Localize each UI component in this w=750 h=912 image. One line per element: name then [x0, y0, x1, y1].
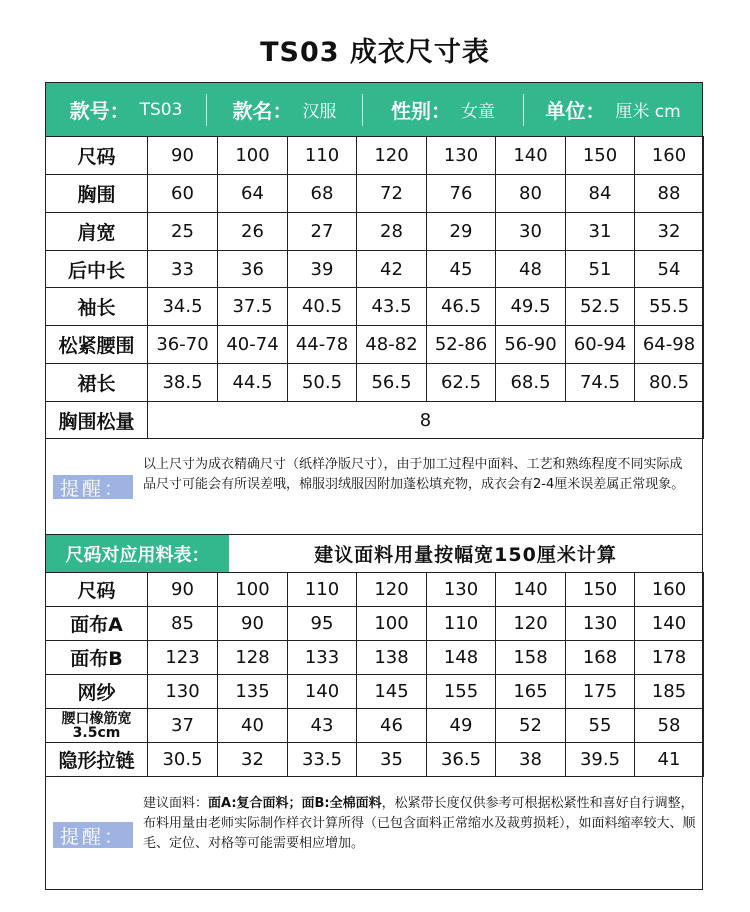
table-row — [46, 364, 704, 402]
table-cell: 27 — [288, 213, 357, 251]
table-cell: 130 — [148, 675, 218, 709]
table-row — [46, 251, 704, 288]
table-cell: 52.5 — [566, 288, 635, 326]
gender-value: 女童 — [461, 102, 495, 122]
table-cell: 160 — [635, 573, 704, 607]
gender-label: 性别： — [391, 99, 451, 123]
row-label: 肩宽 — [46, 213, 148, 251]
table-cell: 36.5 — [427, 743, 496, 777]
table-cell: 72 — [357, 175, 427, 213]
table-cell: 64-98 — [635, 326, 704, 364]
table-cell: 34.5 — [148, 288, 218, 326]
table-cell: 88 — [635, 175, 704, 213]
table-cell: 38 — [496, 743, 566, 777]
table-cell: 43 — [288, 709, 357, 743]
table-cell: 90 — [148, 573, 218, 607]
row-label: 网纱 — [46, 675, 148, 709]
table-cell: 52 — [496, 709, 566, 743]
table-cell: 46.5 — [427, 288, 496, 326]
reminder-text: 以上尺寸为成衣精确尺寸（纸样净版尺寸），由于加工过程中面料、工艺和熟练程度不同实际成品尺寸可能会有所误差哦，棉服羽绒服因附加蓬松填充物，成衣会有2-4厘米误差属正常现象。 — [143, 457, 685, 492]
table-cell: 120 — [357, 137, 427, 175]
table-cell: 100 — [357, 607, 427, 641]
table-cell: 110 — [288, 137, 357, 175]
table-cell: 48-82 — [357, 326, 427, 364]
table-cell: 80.5 — [635, 364, 704, 402]
table-cell: 55 — [566, 709, 635, 743]
table-cell: 39 — [288, 251, 357, 288]
table-cell: 46 — [357, 709, 427, 743]
table-cell: 62.5 — [427, 364, 496, 402]
table-cell: 32 — [635, 213, 704, 251]
table-cell: 35 — [357, 743, 427, 777]
unit — [524, 83, 702, 136]
table-cell: 80 — [496, 175, 566, 213]
table-cell: 39.5 — [566, 743, 635, 777]
table-cell: 40-74 — [218, 326, 288, 364]
table-cell: 68.5 — [496, 364, 566, 402]
table-cell: 175 — [566, 675, 635, 709]
table-cell: 29 — [427, 213, 496, 251]
table-cell: 49.5 — [496, 288, 566, 326]
reminder-badge: 提醒： — [53, 822, 133, 848]
page-title: TS03 成衣尺寸表 — [260, 37, 490, 68]
table-cell: 135 — [218, 675, 288, 709]
table-cell: 100 — [218, 137, 288, 175]
table-cell: 120 — [357, 573, 427, 607]
reminder-note-2 — [45, 776, 703, 890]
table-cell: 48 — [496, 251, 566, 288]
table-row — [46, 213, 704, 251]
style-name-value: 汉服 — [302, 102, 337, 122]
table-row — [46, 641, 704, 675]
unit-label: 单位： — [545, 99, 606, 123]
table-cell: 123 — [148, 641, 218, 675]
row-label: 胸围 — [46, 175, 148, 213]
row-label: 松紧腰围 — [46, 326, 148, 364]
table-cell: 26 — [218, 213, 288, 251]
table-cell: 76 — [427, 175, 496, 213]
table-cell: 155 — [427, 675, 496, 709]
table-cell: 110 — [427, 607, 496, 641]
table-cell: 74.5 — [566, 364, 635, 402]
table-cell: 38.5 — [148, 364, 218, 402]
table-row — [46, 326, 704, 364]
table-cell: 140 — [496, 573, 566, 607]
table-row — [46, 675, 704, 709]
table-cell: 56-90 — [496, 326, 566, 364]
style-name — [207, 83, 362, 136]
table-cell: 50.5 — [288, 364, 357, 402]
row-label: 裙长 — [46, 364, 148, 402]
table-cell: 140 — [635, 607, 704, 641]
table-cell: 160 — [635, 137, 704, 175]
table-row — [46, 607, 704, 641]
table-cell: 43.5 — [357, 288, 427, 326]
table-cell: 148 — [427, 641, 496, 675]
table-cell: 95 — [288, 607, 357, 641]
table-cell: 90 — [218, 607, 288, 641]
table-cell: 150 — [566, 573, 635, 607]
row-label: 后中长 — [46, 251, 148, 288]
table-cell: 51 — [566, 251, 635, 288]
table-cell: 84 — [566, 175, 635, 213]
table-cell: 40 — [218, 709, 288, 743]
table-cell: 60-94 — [566, 326, 635, 364]
table-cell: 37.5 — [218, 288, 288, 326]
table-cell: 64 — [218, 175, 288, 213]
table-cell: 130 — [566, 607, 635, 641]
table-row — [46, 137, 704, 175]
table-cell: 30.5 — [148, 743, 218, 777]
table-cell: 140 — [288, 675, 357, 709]
table-cell: 133 — [288, 641, 357, 675]
table-cell: 49 — [427, 709, 496, 743]
gender — [363, 83, 523, 136]
row-label: 腰口橡筋宽3.5cm — [46, 709, 148, 743]
table-row — [46, 288, 704, 326]
table-cell: 45 — [427, 251, 496, 288]
unit-value: 厘米 cm — [615, 102, 681, 122]
table-cell: 56.5 — [357, 364, 427, 402]
style-name-label: 款名： — [232, 99, 293, 123]
table-cell: 55.5 — [635, 288, 704, 326]
table-row — [46, 175, 704, 213]
table-cell: 37 — [148, 709, 218, 743]
table-cell: 110 — [288, 573, 357, 607]
header-bar — [46, 83, 702, 136]
table-cell: 54 — [635, 251, 704, 288]
row-label: 尺码 — [46, 137, 148, 175]
reminder-text-prefix: 建议面料： — [143, 796, 209, 811]
table-row — [46, 573, 704, 607]
ease-label: 胸围松量 — [46, 402, 148, 439]
table-cell: 42 — [357, 251, 427, 288]
table-cell: 85 — [148, 607, 218, 641]
fabric-table — [45, 572, 704, 777]
reminder-text-fabric-types: 面A:复合面料；面B:全棉面料 — [208, 796, 382, 811]
table-cell: 36 — [218, 251, 288, 288]
reminder-note-1 — [45, 439, 703, 534]
size-table — [45, 136, 704, 439]
table-cell: 60 — [148, 175, 218, 213]
fabric-section-header — [45, 534, 703, 572]
table-cell: 120 — [496, 607, 566, 641]
row-label: 袖长 — [46, 288, 148, 326]
style-no-value: TS03 — [139, 99, 183, 120]
table-cell: 100 — [218, 573, 288, 607]
table-cell: 28 — [357, 213, 427, 251]
fabric-section-tag: 尺码对应用料表： — [46, 535, 229, 572]
table-cell: 33.5 — [288, 743, 357, 777]
row-label: 面布B — [46, 641, 148, 675]
table-cell: 128 — [218, 641, 288, 675]
style-no-label: 款号： — [69, 99, 130, 123]
table-cell: 36-70 — [148, 326, 218, 364]
table-cell: 32 — [218, 743, 288, 777]
table-cell: 130 — [427, 573, 496, 607]
row-label: 面布A — [46, 607, 148, 641]
table-cell: 138 — [357, 641, 427, 675]
table-cell: 145 — [357, 675, 427, 709]
table-cell: 44-78 — [288, 326, 357, 364]
table-cell: 178 — [635, 641, 704, 675]
table-row — [46, 743, 704, 777]
table-cell: 158 — [496, 641, 566, 675]
reminder-badge: 提醒： — [53, 475, 133, 499]
table-cell: 52-86 — [427, 326, 496, 364]
table-cell: 33 — [148, 251, 218, 288]
table-cell: 44.5 — [218, 364, 288, 402]
fabric-section-title: 建议面料用量按幅宽150厘米计算 — [314, 544, 617, 566]
reminder-text-rest: ，松紧带长度仅供参考可根据松紧性和喜好自行调整，布料用量由老师实际制作样衣计算所得（已包含面料正常缩水及裁剪损耗），如面料缩率较大、顺毛、定位、对格等可能需要相应增加。 — [143, 796, 696, 851]
table-cell: 41 — [635, 743, 704, 777]
table-cell: 168 — [566, 641, 635, 675]
table-cell: 31 — [566, 213, 635, 251]
row-label: 隐形拉链 — [46, 743, 148, 777]
table-cell: 150 — [566, 137, 635, 175]
row-label: 尺码 — [46, 573, 148, 607]
table-cell: 68 — [288, 175, 357, 213]
table-row — [46, 709, 704, 743]
ease-value: 8 — [148, 402, 704, 439]
table-cell: 40.5 — [288, 288, 357, 326]
reminder-text — [143, 794, 699, 854]
table-cell: 30 — [496, 213, 566, 251]
table-cell: 90 — [148, 137, 218, 175]
table-cell: 165 — [496, 675, 566, 709]
table-cell: 25 — [148, 213, 218, 251]
table-cell: 140 — [496, 137, 566, 175]
table-cell: 130 — [427, 137, 496, 175]
style-no — [46, 83, 206, 136]
table-cell: 58 — [635, 709, 704, 743]
table-cell: 185 — [635, 675, 704, 709]
